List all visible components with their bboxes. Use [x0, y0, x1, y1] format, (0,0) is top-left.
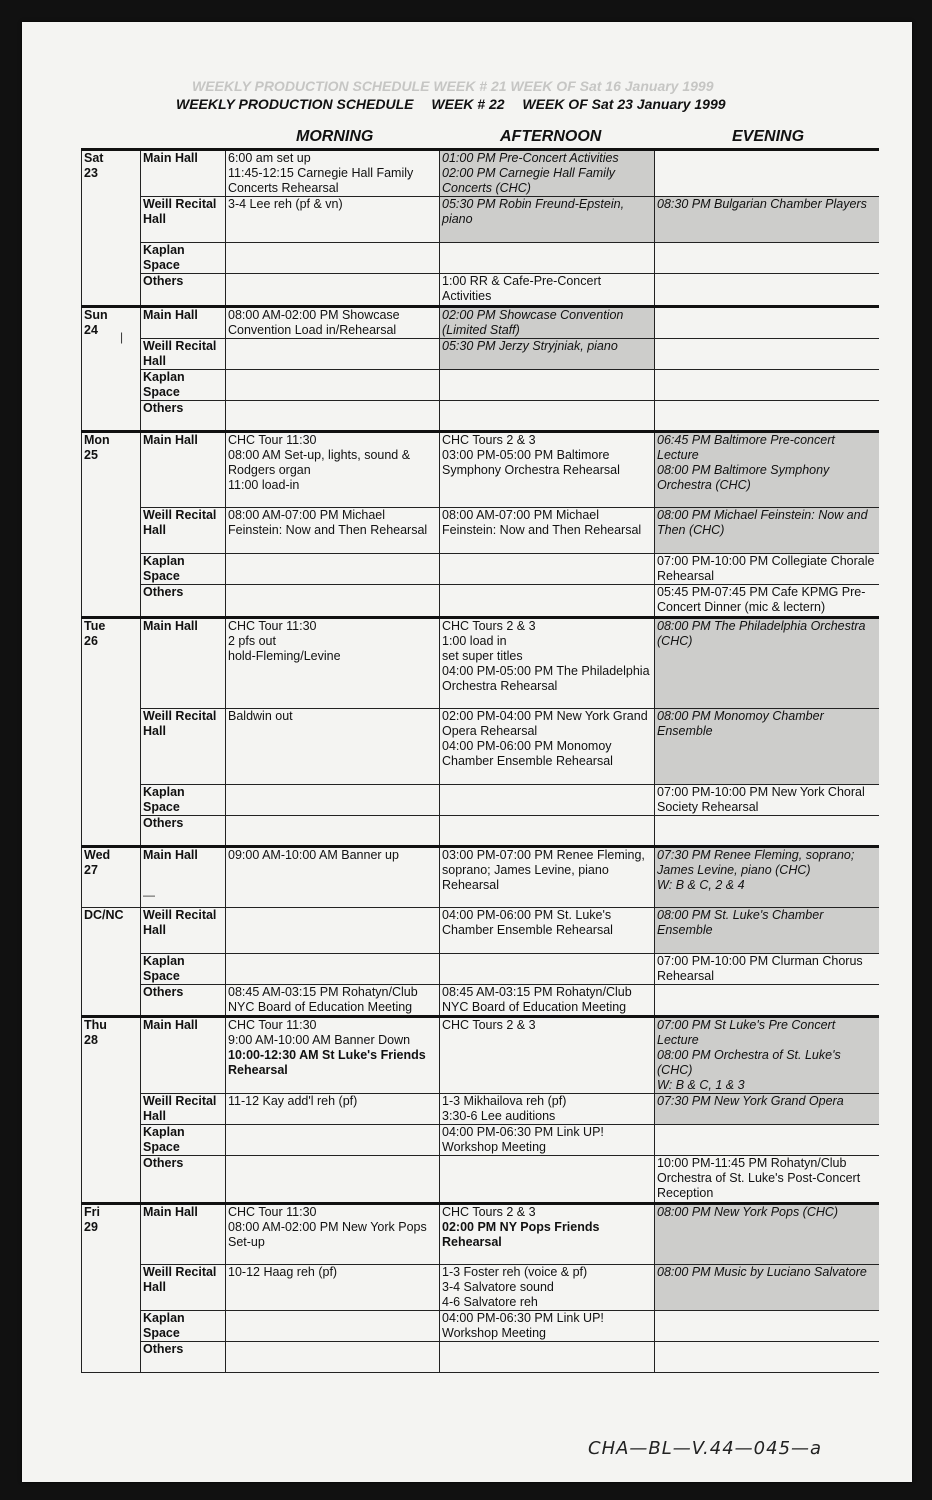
- morning-cell: [226, 1342, 440, 1373]
- event-text-bold: 02:00 PM NY Pops Friends Rehearsal: [442, 1220, 600, 1249]
- event-text: 08:00 PM Orchestra of St. Luke's (CHC): [657, 1048, 841, 1077]
- column-header-morning: MORNING: [296, 128, 374, 145]
- evening-cell: [655, 1017, 879, 1094]
- afternoon-cell: [440, 1204, 655, 1265]
- afternoon-cell: [440, 618, 655, 709]
- event-text: 1-3 Foster reh (voice & pf): [442, 1265, 588, 1279]
- afternoon-cell: [440, 307, 655, 339]
- evening-cell: [655, 1311, 879, 1342]
- schedule-row: [82, 585, 879, 618]
- venue-label: Others: [141, 274, 226, 307]
- afternoon-cell: [440, 908, 655, 954]
- event-text: 08:45 AM-03:15 PM Rohatyn/Club NYC Board of Education Meeting: [228, 985, 418, 1014]
- pen-dash-mark: —: [143, 888, 155, 902]
- venue-label: Others: [141, 985, 226, 1017]
- evening-cell: [655, 197, 879, 243]
- event-text: Baldwin out: [228, 709, 293, 723]
- day-label: Thu 28: [82, 1017, 141, 1204]
- event-text: 03:00 PM-07:00 PM Renee Fleming, soprano; James Levine, piano Rehearsal: [442, 848, 645, 892]
- event-text: 07:30 PM New York Grand Opera: [657, 1094, 844, 1108]
- schedule-table: [81, 148, 879, 1373]
- venue-label: Weill Recital Hall: [141, 1094, 226, 1125]
- evening-cell: [655, 785, 879, 816]
- schedule-row: [82, 1156, 879, 1204]
- venue-label: Main Hall: [141, 432, 226, 508]
- afternoon-cell: [440, 401, 655, 432]
- venue-label: Kaplan Space: [141, 1311, 226, 1342]
- event-text: 10:00 PM-11:45 PM Rohatyn/Club Orchestra of St. Luke's Post-Concert Reception: [657, 1156, 861, 1200]
- evening-cell: [655, 274, 879, 307]
- afternoon-cell: [440, 1125, 655, 1156]
- event-text: 02:00 PM-04:00 PM New York Grand Opera Rehearsal: [442, 709, 648, 738]
- evening-cell: [655, 954, 879, 985]
- morning-cell: [226, 709, 440, 785]
- event-text: 11-12 Kay add'l reh (pf): [228, 1094, 358, 1108]
- evening-cell: [655, 554, 879, 585]
- afternoon-cell: [440, 432, 655, 508]
- event-text: 05:30 PM Jerzy Stryjniak, piano: [442, 339, 618, 353]
- evening-cell: [655, 585, 879, 618]
- schedule-row: [82, 908, 879, 954]
- schedule-row: [82, 1265, 879, 1311]
- schedule-row: [82, 1204, 879, 1265]
- day-label: Mon 25: [82, 432, 141, 618]
- morning-cell: [226, 339, 440, 370]
- morning-cell: [226, 150, 440, 197]
- event-text: 3:30-6 Lee auditions: [442, 1109, 556, 1123]
- evening-cell: [655, 816, 879, 847]
- event-text: CHC Tour 11:30: [228, 1018, 317, 1032]
- evening-cell: [655, 1125, 879, 1156]
- event-text: 04:00 PM-06:30 PM Link UP! Workshop Meeting: [442, 1125, 604, 1154]
- schedule-row: [82, 816, 879, 847]
- event-text: CHC Tours 2 & 3: [442, 619, 536, 633]
- schedule-row: [82, 370, 879, 401]
- event-text: 4-6 Salvatore reh: [442, 1295, 538, 1309]
- event-text: 05:45 PM-07:45 PM Cafe KPMG Pre-Concert Dinner (mic & lectern): [657, 585, 866, 614]
- title-label: WEEKLY PRODUCTION SCHEDULE: [176, 96, 414, 112]
- morning-cell: [226, 307, 440, 339]
- event-text: 08:30 PM Bulgarian Chamber Players: [657, 197, 867, 211]
- schedule-row: [82, 618, 879, 709]
- column-header-evening: EVENING: [732, 128, 805, 145]
- schedule-row: [82, 1017, 879, 1094]
- afternoon-cell: [440, 150, 655, 197]
- morning-cell: [226, 816, 440, 847]
- event-text: 3-4 Lee reh (pf & vn): [228, 197, 343, 211]
- title-week: WEEK # 22: [431, 96, 505, 112]
- event-text: 08:00 PM The Philadelphia Orchestra (CHC): [657, 619, 866, 648]
- event-text: 08:00 PM Monomoy Chamber Ensemble: [657, 709, 824, 738]
- morning-cell: [226, 618, 440, 709]
- venue-label: Kaplan Space: [141, 954, 226, 985]
- event-text: CHC Tours 2 & 3: [442, 1205, 536, 1219]
- evening-cell: [655, 1265, 879, 1311]
- morning-cell: [226, 1156, 440, 1204]
- morning-cell: [226, 908, 440, 954]
- event-text: 9:00 AM-10:00 AM Banner Down: [228, 1033, 411, 1047]
- event-text: W: B & C, 1 & 3: [657, 1078, 745, 1092]
- evening-cell: [655, 432, 879, 508]
- day-label: Wed 27: [82, 847, 141, 908]
- morning-cell: [226, 847, 440, 908]
- schedule-body: [82, 150, 879, 1373]
- event-text: 1-3 Mikhailova reh (pf): [442, 1094, 567, 1108]
- venue-label: Others: [141, 816, 226, 847]
- day-label: Fri 29: [82, 1204, 141, 1373]
- afternoon-cell: [440, 1017, 655, 1094]
- morning-cell: [226, 274, 440, 307]
- afternoon-cell: [440, 243, 655, 274]
- event-text: W: B & C, 2 & 4: [657, 878, 745, 892]
- evening-cell: [655, 339, 879, 370]
- afternoon-cell: [440, 785, 655, 816]
- event-text: 6:00 am set up: [228, 151, 311, 165]
- title-week-of: WEEK OF Sat 23 January 1999: [522, 96, 726, 112]
- schedule-row: [82, 847, 879, 908]
- morning-cell: [226, 1204, 440, 1265]
- afternoon-cell: [440, 197, 655, 243]
- schedule-row: [82, 508, 879, 554]
- morning-cell: [226, 401, 440, 432]
- afternoon-cell: [440, 709, 655, 785]
- event-text: 08:00 AM-07:00 PM Michael Feinstein: Now and Then Rehearsal: [442, 508, 642, 537]
- venue-label: Others: [141, 401, 226, 432]
- evening-cell: [655, 1094, 879, 1125]
- evening-cell: [655, 401, 879, 432]
- evening-cell: [655, 243, 879, 274]
- venue-label: Main Hall: [141, 150, 226, 197]
- schedule-row: [82, 554, 879, 585]
- schedule-row: [82, 954, 879, 985]
- evening-cell: [655, 370, 879, 401]
- event-text: CHC Tour 11:30: [228, 1205, 317, 1219]
- evening-cell: [655, 618, 879, 709]
- venue-label: Main Hall: [141, 847, 226, 908]
- day-label: DC/NC: [82, 908, 141, 1017]
- evening-cell: [655, 1204, 879, 1265]
- evening-cell: [655, 1156, 879, 1204]
- day-label: Tue 26: [82, 618, 141, 847]
- schedule-row: [82, 197, 879, 243]
- schedule-row: [82, 1311, 879, 1342]
- venue-label: Weill Recital Hall: [141, 709, 226, 785]
- venue-label: Main Hall: [141, 1017, 226, 1094]
- schedule-row: [82, 985, 879, 1017]
- schedule-row: [82, 339, 879, 370]
- handwritten-archive-id: CHA—BL—V.44—045—a: [588, 1438, 823, 1459]
- event-text: 08:00 PM Baltimore Symphony Orchestra (CHC): [657, 463, 830, 492]
- event-text: 08:00 AM-02:00 PM Showcase Convention Load in/Rehearsal: [228, 308, 400, 337]
- venue-label: Weill Recital Hall: [141, 197, 226, 243]
- event-text: 10-12 Haag reh (pf): [228, 1265, 338, 1279]
- venue-label: Kaplan Space: [141, 370, 226, 401]
- schedule-row: [82, 432, 879, 508]
- event-text: 04:00 PM-05:00 PM The Philadelphia Orchestra Rehearsal: [442, 664, 650, 693]
- schedule-row: [82, 274, 879, 307]
- event-text: 08:00 PM Music by Luciano Salvatore: [657, 1265, 867, 1279]
- venue-label: Kaplan Space: [141, 1125, 226, 1156]
- event-text: 08:00 PM St. Luke's Chamber Ensemble: [657, 908, 824, 937]
- venue-label: Kaplan Space: [141, 243, 226, 274]
- morning-cell: [226, 370, 440, 401]
- event-text: 07:00 PM St Luke's Pre Concert Lecture: [657, 1018, 836, 1047]
- venue-label: Weill Recital Hall: [141, 339, 226, 370]
- venue-label: Main Hall: [141, 1204, 226, 1265]
- event-text: 11:45-12:15 Carnegie Hall Family Concerts Rehearsal: [228, 166, 414, 195]
- evening-cell: [655, 150, 879, 197]
- venue-label: Others: [141, 585, 226, 618]
- day-label: Sat 23: [82, 150, 141, 307]
- morning-cell: [226, 432, 440, 508]
- venue-label: Weill Recital Hall: [141, 1265, 226, 1311]
- event-text: 08:00 AM Set-up, lights, sound & Rodgers organ: [228, 448, 411, 477]
- event-text: CHC Tours 2 & 3: [442, 1018, 536, 1032]
- afternoon-cell: [440, 1265, 655, 1311]
- afternoon-cell: [440, 985, 655, 1017]
- evening-cell: [655, 908, 879, 954]
- event-text-bold: 10:00-12:30 AM St Luke's Friends Rehearsal: [228, 1048, 426, 1077]
- event-text: 09:00 AM-10:00 AM Banner up: [228, 848, 399, 862]
- schedule-row: [82, 785, 879, 816]
- morning-cell: [226, 985, 440, 1017]
- morning-cell: [226, 785, 440, 816]
- event-text: 02:00 PM Showcase Convention (Limited Staff): [442, 308, 624, 337]
- schedule-row: [82, 1094, 879, 1125]
- schedule-row: [82, 1342, 879, 1373]
- venue-label: Others: [141, 1342, 226, 1373]
- event-text: 07:00 PM-10:00 PM New York Choral Society Rehearsal: [657, 785, 865, 814]
- event-text: 07:30 PM Renee Fleming, soprano; James Levine, piano (CHC): [657, 848, 855, 877]
- event-text: 07:00 PM-10:00 PM Clurman Chorus Rehearsal: [657, 954, 863, 983]
- event-text: 3-4 Salvatore sound: [442, 1280, 554, 1294]
- event-text: 11:00 load-in: [228, 478, 300, 492]
- venue-label: Weill Recital Hall: [141, 508, 226, 554]
- event-text: 06:45 PM Baltimore Pre-concert Lecture: [657, 433, 835, 462]
- afternoon-cell: [440, 274, 655, 307]
- morning-cell: [226, 508, 440, 554]
- schedule-row: [82, 150, 879, 197]
- afternoon-cell: [440, 816, 655, 847]
- event-text: 02:00 PM Carnegie Hall Family Concerts (CHC): [442, 166, 615, 195]
- evening-cell: [655, 508, 879, 554]
- event-text: 07:00 PM-10:00 PM Collegiate Chorale Rehearsal: [657, 554, 875, 583]
- schedule-row: [82, 307, 879, 339]
- venue-label: Kaplan Space: [141, 554, 226, 585]
- schedule-row: [82, 709, 879, 785]
- event-text: 04:00 PM-06:30 PM Link UP! Workshop Meeting: [442, 1311, 604, 1340]
- event-text: 1:00 load in: [442, 634, 507, 648]
- venue-label: Kaplan Space: [141, 785, 226, 816]
- afternoon-cell: [440, 554, 655, 585]
- evening-cell: [655, 709, 879, 785]
- schedule-row: [82, 243, 879, 274]
- page-title: [176, 96, 776, 112]
- event-text: 08:45 AM-03:15 PM Rohatyn/Club NYC Board of Education Meeting: [442, 985, 632, 1014]
- event-text: 1:00 RR & Cafe-Pre-Concert Activities: [442, 274, 602, 303]
- schedule-row: [82, 401, 879, 432]
- morning-cell: [226, 1125, 440, 1156]
- event-text: CHC Tour 11:30: [228, 619, 317, 633]
- event-text: hold-Fleming/Levine: [228, 649, 341, 663]
- venue-label: Main Hall: [141, 307, 226, 339]
- venue-label: Others: [141, 1156, 226, 1204]
- morning-cell: [226, 197, 440, 243]
- morning-cell: [226, 1311, 440, 1342]
- evening-cell: [655, 985, 879, 1017]
- event-text: 04:00 PM-06:00 PM St. Luke's Chamber Ensemble Rehearsal: [442, 908, 613, 937]
- venue-label: Main Hall: [141, 618, 226, 709]
- event-text: CHC Tours 2 & 3: [442, 433, 536, 447]
- event-text: 2 pfs out: [228, 634, 276, 648]
- morning-cell: [226, 1265, 440, 1311]
- evening-cell: [655, 847, 879, 908]
- evening-cell: [655, 1342, 879, 1373]
- event-text: 04:00 PM-06:00 PM Monomoy Chamber Ensemble Rehearsal: [442, 739, 613, 768]
- event-text: set super titles: [442, 649, 523, 663]
- afternoon-cell: [440, 1342, 655, 1373]
- morning-cell: [226, 585, 440, 618]
- afternoon-cell: [440, 339, 655, 370]
- morning-cell: [226, 1094, 440, 1125]
- morning-cell: [226, 954, 440, 985]
- day-label: Sun 24: [82, 307, 141, 432]
- event-text: 03:00 PM-05:00 PM Baltimore Symphony Orchestra Rehearsal: [442, 448, 620, 477]
- afternoon-cell: [440, 954, 655, 985]
- evening-cell: [655, 307, 879, 339]
- event-text: 08:00 AM-07:00 PM Michael Feinstein: Now and Then Rehearsal: [228, 508, 428, 537]
- event-text: CHC Tour 11:30: [228, 433, 317, 447]
- bleed-through-header: WEEKLY PRODUCTION SCHEDULE WEEK # 21 WEEK OF Sat 16 January 1999: [192, 78, 714, 94]
- morning-cell: [226, 554, 440, 585]
- afternoon-cell: [440, 1094, 655, 1125]
- afternoon-cell: [440, 1156, 655, 1204]
- event-text: 08:00 PM New York Pops (CHC): [657, 1205, 839, 1219]
- afternoon-cell: [440, 508, 655, 554]
- afternoon-cell: [440, 847, 655, 908]
- column-header-afternoon: AFTERNOON: [500, 128, 602, 145]
- afternoon-cell: [440, 1311, 655, 1342]
- afternoon-cell: [440, 585, 655, 618]
- pen-tick-mark: |: [120, 330, 124, 344]
- morning-cell: [226, 1017, 440, 1094]
- venue-label: Weill Recital Hall: [141, 908, 226, 954]
- event-text: 01:00 PM Pre-Concert Activities: [442, 151, 619, 165]
- morning-cell: [226, 243, 440, 274]
- event-text: 08:00 PM Michael Feinstein: Now and Then (CHC): [657, 508, 868, 537]
- schedule-row: [82, 1125, 879, 1156]
- afternoon-cell: [440, 370, 655, 401]
- event-text: 08:00 AM-02:00 PM New York Pops Set-up: [228, 1220, 427, 1249]
- event-text: 05:30 PM Robin Freund-Epstein, piano: [442, 197, 625, 226]
